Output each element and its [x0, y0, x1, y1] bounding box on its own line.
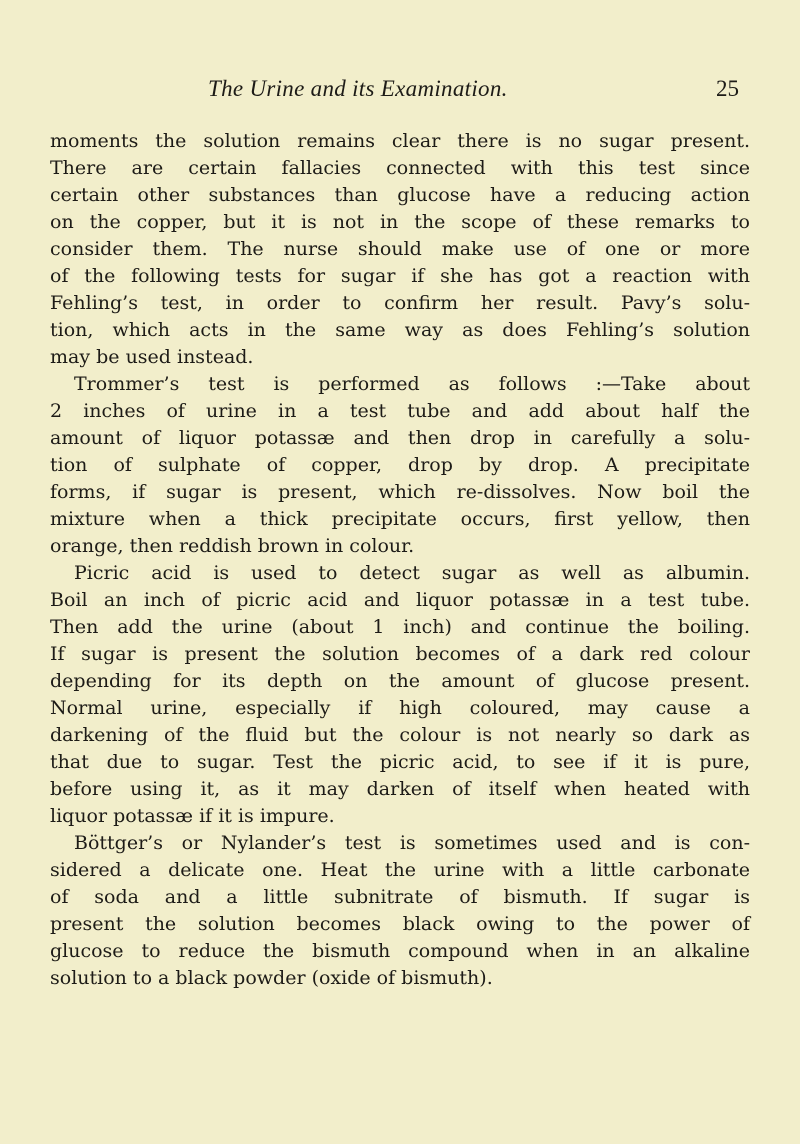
text-line: 2 inches of urine in a test tube and add about half the [50, 400, 750, 422]
text-line: depending for its depth on the amount of glucose present. [50, 670, 750, 692]
text-line: on the copper, but it is not in the scope of these remarks to [50, 211, 750, 233]
text-line: Normal urine, especially if high coloured, may cause a [50, 697, 750, 719]
text-line: present the solution becomes black owing to the power of [50, 913, 750, 935]
text-line: liquor potassæ if it is impure. [50, 805, 335, 827]
text-line: consider them. The nurse should make use of one or more [50, 238, 750, 260]
body-text [50, 128, 750, 992]
text-line: There are certain fallacies connected with this test since [50, 157, 750, 179]
text-line: moments the solution remains clear there is no sugar present. [50, 130, 750, 152]
text-line: of soda and a little subnitrate of bismuth. If sugar is [50, 886, 750, 908]
text-line: that due to sugar. Test the picric acid, to see if it is pure, [50, 751, 750, 773]
text-line: Fehling’s test, in order to confirm her result. Pavy’s solu- [50, 292, 750, 314]
text-line: If sugar is present the solution becomes of a dark red colour [50, 643, 750, 665]
page-header [0, 76, 800, 106]
text-line: Trommer’s test is performed as follows :—Take about [74, 373, 750, 395]
text-line: Böttger’s or Nylander’s test is sometimes used and is con- [74, 832, 750, 854]
text-line: solution to a black powder (oxide of bismuth). [50, 967, 493, 989]
text-line: Boil an inch of picric acid and liquor potassæ in a test tube. [50, 589, 750, 611]
text-line: orange, then reddish brown in colour. [50, 535, 415, 557]
text-line: tion, which acts in the same way as does Fehling’s solution [50, 319, 750, 341]
text-line: may be used instead. [50, 346, 254, 368]
text-line: darkening of the fluid but the colour is not nearly so dark as [50, 724, 750, 746]
page-number: 25 [716, 76, 739, 101]
running-title: The Urine and its Examination. [208, 76, 508, 101]
text-line: before using it, as it may darken of itself when heated with [50, 778, 750, 800]
text-line: tion of sulphate of copper, drop by drop. A precipitate [50, 454, 750, 476]
text-line: certain other substances than glucose have a reducing action [50, 184, 750, 206]
text-line: glucose to reduce the bismuth compound when in an alkaline [50, 940, 750, 962]
text-line: of the following tests for sugar if she has got a reaction with [50, 265, 750, 287]
text-line: mixture when a thick precipitate occurs, first yellow, then [50, 508, 750, 530]
text-line: sidered a delicate one. Heat the urine with a little carbonate [50, 859, 750, 881]
text-line: forms, if sugar is present, which re-dissolves. Now boil the [50, 481, 750, 503]
text-line: Then add the urine (about 1 inch) and continue the boiling. [50, 616, 750, 638]
text-line: Picric acid is used to detect sugar as well as albumin. [74, 562, 750, 584]
text-line: amount of liquor potassæ and then drop in carefully a solu- [50, 427, 750, 449]
